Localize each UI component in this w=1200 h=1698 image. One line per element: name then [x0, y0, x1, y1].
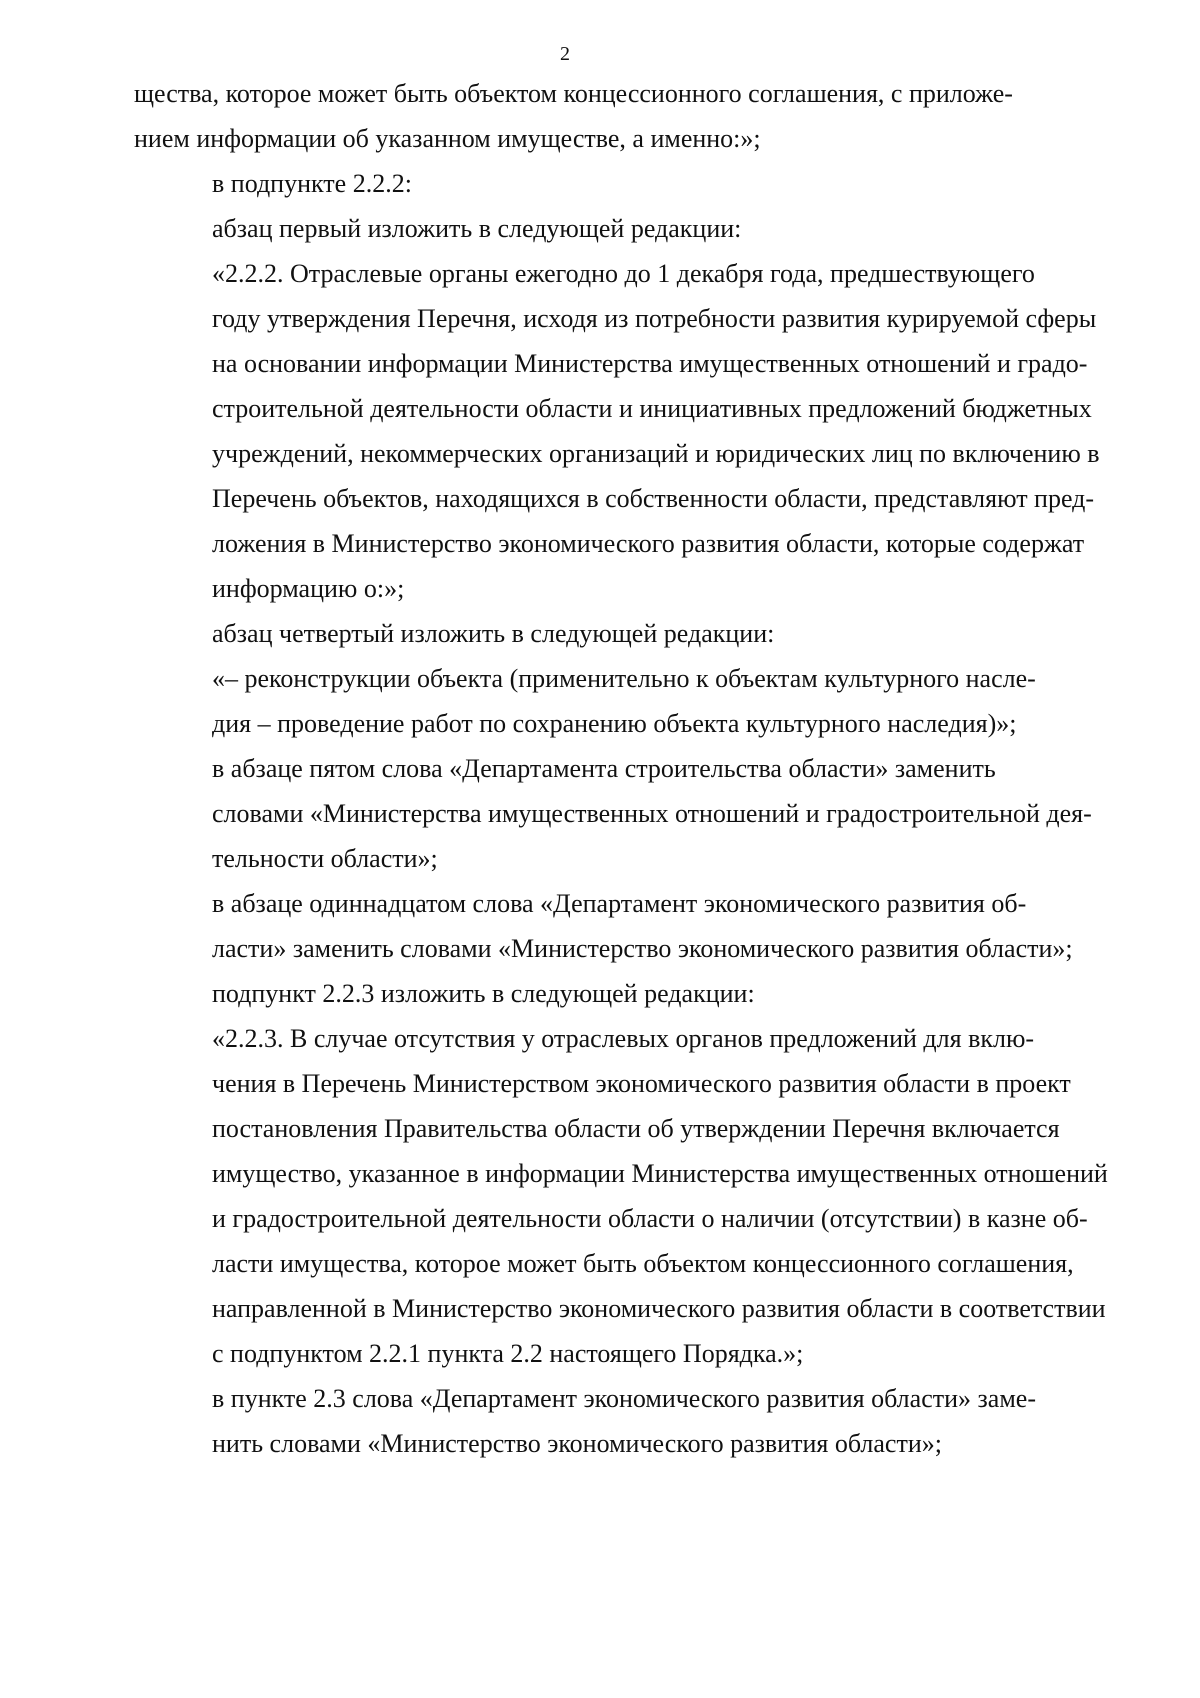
text-line: ласти имущества, которое может быть объектом концессионного соглашения, — [212, 1249, 1074, 1278]
text-line: нить словами «Министерство экономического развития области»; — [212, 1429, 942, 1458]
paragraph-first-clause-edit — [134, 206, 1130, 251]
text-line: с подпунктом 2.2.1 пункта 2.2 настоящего Порядка.»; — [212, 1339, 804, 1368]
text-line: словами «Министерства имущественных отношений и градостроительной дея- — [212, 799, 1092, 828]
text-line: абзац четвертый изложить в следующей редакции: — [212, 619, 775, 648]
page-number: 2 — [560, 43, 570, 65]
document-body — [134, 71, 1130, 1466]
text-line: тельности области»; — [212, 844, 438, 873]
text-line: «2.2.2. Отраслевые органы ежегодно до 1 декабря года, предшествующего — [212, 259, 1035, 288]
text-line: в подпункте 2.2.2: — [212, 169, 412, 198]
text-line: году утверждения Перечня, исходя из потребности развития курируемой сферы — [212, 304, 1097, 333]
paragraph-2-2-3-new-text — [134, 1016, 1130, 1376]
text-line: подпункт 2.2.3 изложить в следующей редакции: — [212, 979, 755, 1008]
text-line: ласти» заменить словами «Министерство экономического развития области»; — [212, 934, 1073, 963]
text-line: нием информации об указанном имуществе, а именно:»; — [134, 124, 761, 153]
text-line: в абзаце пятом слова «Департамента строительства области» заменить — [212, 754, 996, 783]
text-line: на основании информации Министерства имущественных отношений и градо- — [212, 349, 1088, 378]
text-line: ложения в Министерство экономического развития области, которые содержат — [212, 529, 1085, 558]
text-line: щества, которое может быть объектом концессионного соглашения, с приложе- — [134, 79, 1013, 108]
paragraph-fifth-clause-replacement — [134, 746, 1130, 881]
paragraph-2-2-2-new-text — [134, 251, 1130, 611]
text-line: имущество, указанное в информации Министерства имущественных отношений — [212, 1159, 1108, 1188]
text-line: направленной в Министерство экономического развития области в соответствии — [212, 1294, 1106, 1323]
text-line: чения в Перечень Министерством экономического развития области в проект — [212, 1069, 1071, 1098]
text-line: и градостроительной деятельности области о наличии (отсутствии) в казне об- — [212, 1204, 1088, 1233]
text-line: Перечень объектов, находящихся в собственности области, представляют пред- — [212, 484, 1095, 513]
paragraph-subpoint-2-2-3-edit — [134, 971, 1130, 1016]
text-line: абзац первый изложить в следующей редакции: — [212, 214, 742, 243]
text-line: информацию о:»; — [212, 574, 405, 603]
paragraph-continuation — [134, 71, 1130, 161]
text-line: постановления Правительства области об утверждении Перечня включается — [212, 1114, 1060, 1143]
text-line: дия – проведение работ по сохранению объекта культурного наследия)»; — [212, 709, 1017, 738]
paragraph-eleventh-clause-replacement — [134, 881, 1130, 971]
paragraph-fourth-clause-edit — [134, 611, 1130, 656]
paragraph-reconstruction — [134, 656, 1130, 746]
text-line: «– реконструкции объекта (применительно к объектам культурного насле- — [212, 664, 1036, 693]
paragraph-subpoint-2-2-2 — [134, 161, 1130, 206]
text-line: учреждений, некоммерческих организаций и юридических лиц по включению в — [212, 439, 1100, 468]
text-line: в абзаце одиннадцатом слова «Департамент экономического развития об- — [212, 889, 1027, 918]
text-line: «2.2.3. В случае отсутствия у отраслевых органов предложений для вклю- — [212, 1024, 1035, 1053]
text-line: в пункте 2.3 слова «Департамент экономического развития области» заме- — [212, 1384, 1036, 1413]
paragraph-point-2-3-replacement — [134, 1376, 1130, 1466]
text-line: строительной деятельности области и инициативных предложений бюджетных — [212, 394, 1092, 423]
